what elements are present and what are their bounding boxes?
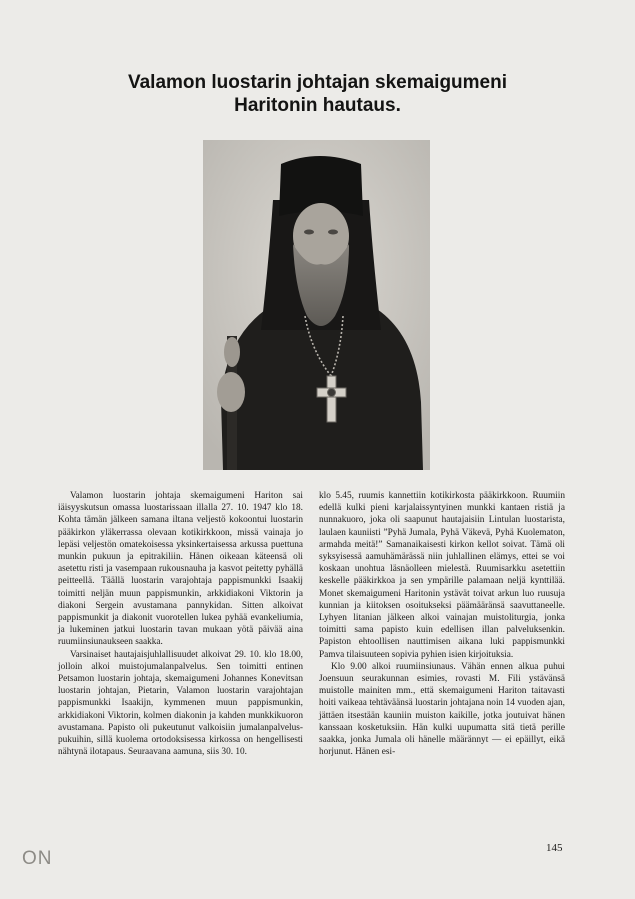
article-title-line-2: Haritonin hautaus. <box>234 95 401 116</box>
text-column-right <box>319 490 565 758</box>
portrait-photo <box>203 140 430 470</box>
paragraph: klo 5.45, ruumis kannettiin kotikirkosta pääkirkkoon. Ruumiin edellä kulki pieni karjalaissyntyinen munkki kantaen ristiä ja nunnakuoro, joka oli saapunut hautajaisiin Lintulan luostarista, laulaen kauniisti ”Pyhä Jumala, Pyhä Väkevä, Pyhä Kuolematon, armahda meitä!” Samanaikaisesti kirkon kellot soivat. Tämä oli syksyisessä aamuhämärässä niin juhlallinen elämys, ettei se voi koskaan unohtua läsnäolleen mielestä. Ruumisarkku asetettiin keskelle pääkirkkoa ja sen ympärille palamaan neljä kynttilää. Monet skemaigumeni Haritonin ystävät toivat arkun luo ruusuja kunnian ja kiitoksen osoitukseksi päämääränsä saavuttaneelle. Lyhyen litanian jälkeen alkoi vainajan muistoliturgia, jonka toimitti sama papisto kuin edellisen illan palveluksenkin. Papiston ehtoollisen nauttimisen aikana luki pappismunkki Pamva tilaisuuteen sopivia pyhien isien kirjoituksia. <box>319 491 565 660</box>
corner-stamp: ON <box>22 848 53 869</box>
paragraph: Valamon luostarin johtaja skemaigumeni Hariton sai iäisyyskutsun omassa luostarissaan illalla 27. 10. 1947 klo 18. Kohta tämän jälkeen samana iltana veljestö kokoontui luostarin pääkirkon yläkerrassa olevaan kotikirkkoon, missä vainaja jo lepäsi veljestön omatekoisessa yksinkertaisessa arkussa puettuna munkin pukuun ja epitrakiliin. Hänen oikeaan käteensä oli asetettu risti ja vasempaan rukousnauha ja kasvot peitetty pyhällä peitteellä. Täällä luostarin varajohtaja pappismunkki Isaakij toimitti neljän muun pappismunkin, arkkidiakoni Viktorin ja diakoni Sergein avustamana pannykidan. Sitten alkoivat pappismunkit ja diakonit vuorotellen lukea pyhää evankeliumia, ja lukeminen jatkui luostarin tavan mukaan yötä päivää aina ruumiinsiunaukseen saakka. <box>58 491 303 648</box>
page-number: 145 <box>546 842 563 854</box>
article-title-line-1: Valamon luostarin johtajan skemaigumeni <box>127 72 508 93</box>
article-title <box>60 71 575 117</box>
paragraph: Klo 9.00 alkoi ruumiinsiunaus. Vähän ennen alkua puhui Joensuun seurakunnan esimies, rovasti M. Fili ystävänsä muistolle mainiten mm., että skemaigumeni Hariton taitavasti hoiti vaikeaa tehtäväänsä luostarin johtajana noin 14 vuoden ajan, jättäen itsestään kauniin muiston kaikille, jotka joutuivat hänen kanssaan kosketuksiin. Hän kulki uupumatta sitä tietä perille saakka, jonka Jumala oli hänelle määrännyt — ei epäillyt, eikä horjunut. Hänen esi- <box>319 661 565 758</box>
text-column-left <box>58 490 303 758</box>
paragraph: Varsinaiset hautajaisjuhlallisuudet alkoivat 29. 10. klo 18.00, jolloin alkoi muistojumalanpalvelus. Sen toimitti entinen Petsamon luostarin johtaja, skemaigumeni Johannes Konevitsan luostarin johtajan, Pietarin, Valamon luostarin varajohtajan pappismunkki Isaakijn, kymmenen muun pappismunkin, arkkidiakoni Viktorin, kolmen diakonin ja kahden munkkikuoron avustamana. Papisto oli pukeutunut valkoisiin jumalanpalveluspukuihin, sillä kuolema ortodoksisessa kirkossa on hengellisesti nähtynä ilotapaus. Seuraavana aamuna, siis 30. 10. <box>58 649 303 758</box>
